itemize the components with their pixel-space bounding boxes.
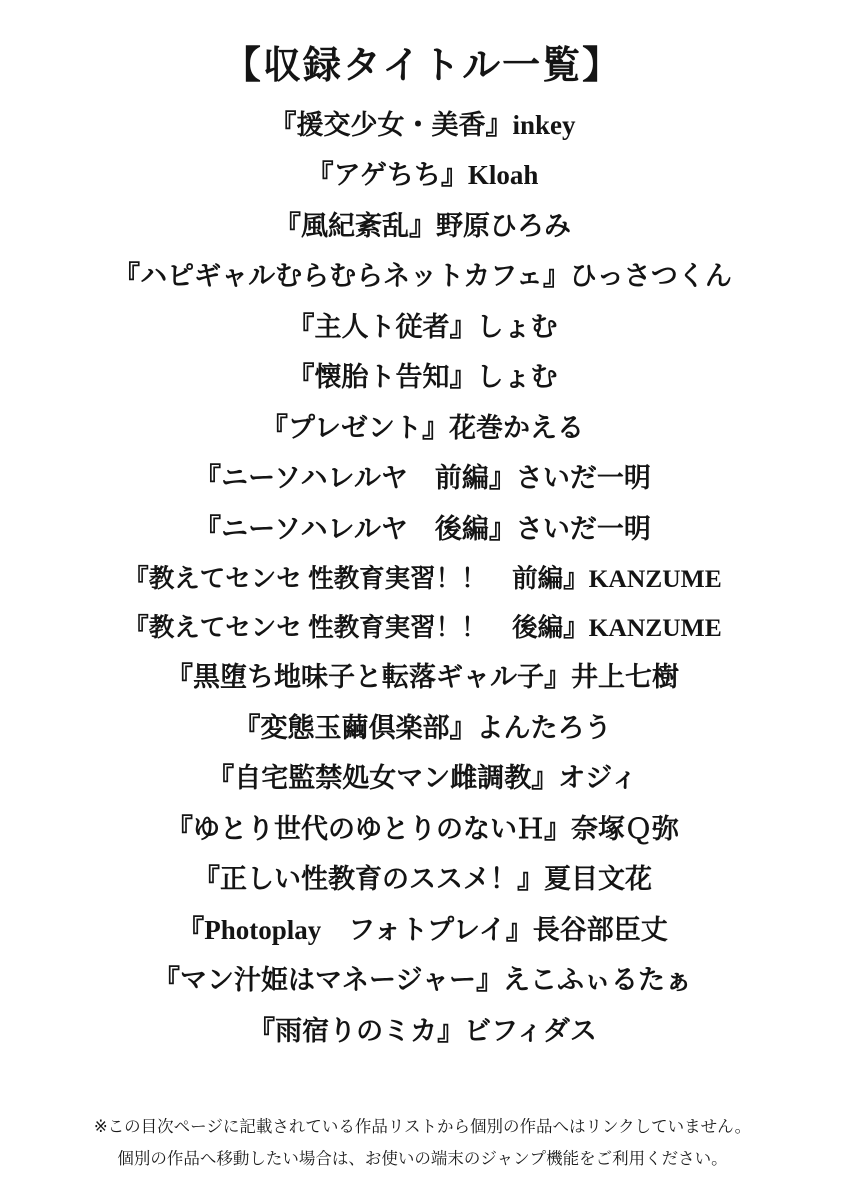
- list-item: 『ゆとり世代のゆとりのないＨ』奈塚Ｑ弥: [166, 813, 679, 844]
- footer-note-line-2: 個別の作品へ移動したい場合は、お使いの端末のジャンプ機能をご利用ください。: [117, 1148, 728, 1168]
- list-item: 『Photoplay フォトプレイ』長谷部臣丈: [177, 914, 668, 945]
- list-item: 『正しい性教育のススメ！』夏目文花: [193, 864, 652, 895]
- list-item: 『主人ト従者』しょむ: [287, 311, 558, 342]
- list-item: 『ニーソハレルヤ 前編』さいだ一明: [194, 463, 651, 494]
- list-item: 『雨宿りのミカ』ビフィダス: [248, 1015, 597, 1046]
- list-item: 『変態玉繭倶楽部』よんたろう: [233, 712, 612, 743]
- list-item: 『ハピギャルむらむらネットカフェ』ひっさつくん: [113, 261, 732, 292]
- list-item: 『懐胎ト告知』しょむ: [287, 362, 558, 393]
- list-item: 『黒堕ち地味子と転落ギャル子』井上七樹: [166, 662, 679, 693]
- title-list: [30, 109, 815, 1112]
- footer-note-line-1: ※この目次ページに記載されている作品リストから個別の作品へはリンクしていません。: [93, 1117, 752, 1137]
- page-title: 【収録タイトル一覧】: [222, 45, 623, 87]
- footer-note: [30, 1111, 815, 1182]
- list-item: 『援交少女・美香』inkey: [269, 109, 576, 140]
- list-item: 『マン汁姫はマネージャー』えこふぃるたぁ: [153, 965, 692, 996]
- list-item: 『教えてセンセ 性教育実習！！ 前編』KANZUME: [123, 564, 722, 594]
- list-item: 『ニーソハレルヤ 後編』さいだ一明: [194, 513, 651, 544]
- list-item: 『自宅監禁処女マン雌調教』オジィ: [207, 763, 638, 794]
- list-item: 『教えてセンセ 性教育実習！！ 後編』KANZUME: [123, 613, 722, 643]
- list-item: 『風紀紊乱』野原ひろみ: [274, 210, 571, 241]
- list-item: 『プレゼント』花巻かえる: [261, 412, 584, 443]
- list-item: 『アゲちち』Kloah: [306, 160, 539, 191]
